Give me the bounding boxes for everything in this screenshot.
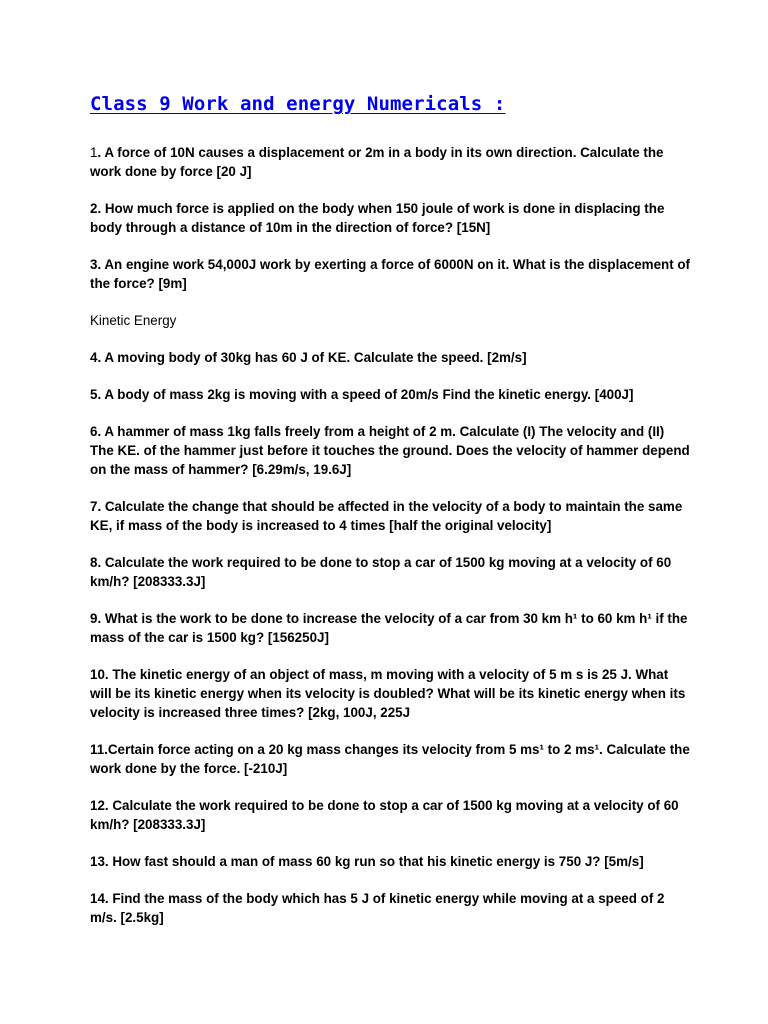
- section-heading-kinetic-energy: Kinetic Energy: [90, 313, 177, 328]
- question-13: 13. How fast should a man of mass 60 kg run so that his kinetic energy is 750 J? [5m/s]: [90, 854, 644, 869]
- question-14: 14. Find the mass of the body which has 5 J of kinetic energy while moving at a speed of 2 m/s. [2.5kg]: [90, 891, 665, 925]
- question-1: [90, 143, 690, 181]
- question-2: 2. How much force is applied on the body when 150 joule of work is done in displacing the body through a distance of 10m in the direction of force? [15N]: [90, 201, 665, 235]
- question-7: 7. Calculate the change that should be affected in the velocity of a body to maintain the same KE, if mass of the body is increased to 4 times [half the original velocity]: [90, 499, 683, 533]
- question-9: 9. What is the work to be done to increase the velocity of a car from 30 km h¹ to 60 km h¹ if the mass of the car is 1500 kg? [156250J]: [90, 611, 688, 645]
- question-11: 11.Certain force acting on a 20 kg mass changes its velocity from 5 ms¹ to 2 ms¹. Calculate the work done by the force. [-210J]: [90, 742, 690, 776]
- question-5: 5. A body of mass 2kg is moving with a speed of 20m/s Find the kinetic energy. [400J]: [90, 387, 634, 402]
- question-1-text: . A force of 10N causes a displacement or 2m in a body in its own direction. Calculate the work done by force [20 J]: [90, 145, 664, 179]
- question-6: 6. A hammer of mass 1kg falls freely from a height of 2 m. Calculate (I) The velocity and (II) The KE. of the hammer just before it touches the ground. Does the velocity of hammer depend on the mass of hammer? [6.29m/s, 19.6J]: [90, 424, 690, 477]
- question-8: 8. Calculate the work required to be done to stop a car of 1500 kg moving at a velocity of 60 km/h? [208333.3J]: [90, 555, 672, 589]
- question-10: 10. The kinetic energy of an object of mass, m moving with a velocity of 5 m s is 25 J. What will be its kinetic energy when its velocity is doubled? What will be its kinetic energy when its velocity is increased three times? [2kg, 100J, 225J: [90, 667, 686, 720]
- question-4: 4. A moving body of 30kg has 60 J of KE. Calculate the speed. [2m/s]: [90, 350, 527, 365]
- question-12: 12. Calculate the work required to be done to stop a car of 1500 kg moving at a velocity of 60 km/h? [208333.3J]: [90, 798, 679, 832]
- question-1-number: 1: [90, 145, 98, 160]
- document-title[interactable]: Class 9 Work and energy Numericals :: [90, 93, 506, 115]
- question-3: 3. An engine work 54,000J work by exerting a force of 6000N on it. What is the displacement of the force? [9m]: [90, 257, 691, 291]
